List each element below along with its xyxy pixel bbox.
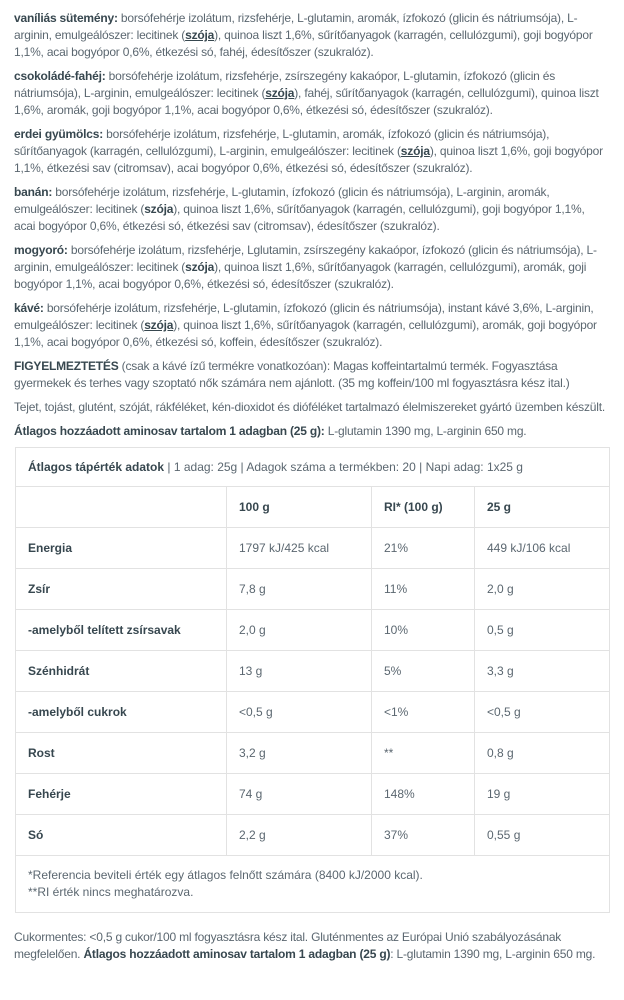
amino-acid-content-line (14, 423, 608, 440)
ri-undefined-footnote: **RI érték nincs meghatározva. (28, 885, 194, 899)
row-label: Fehérje (16, 774, 227, 815)
ingredient-text: ), quinoa liszt 1,6%, sűrítőanyagok (karragén, cellulózgumi), aromák, goji bogyópor 1,1%, acai bogyópor 0,6%, étkezési só, koffein, édesítőszer (szukralóz). (14, 318, 597, 349)
row-label: -amelyből cukrok (16, 692, 227, 733)
value-25g: 0,55 g (475, 815, 610, 856)
table-row-salt (16, 815, 610, 856)
soy-allergen: szója (400, 144, 430, 158)
row-label: -amelyből telített zsírsavak (16, 610, 227, 651)
ingredient-text: ), fahéj, sűrítőanyagok (karragén, cellulózgumi), quinoa liszt 1,6%, aromák, goji bogyópor 1,1%, acai bogyópor 0,6%, étkezési só, édesítőszer (szukralóz). (14, 86, 599, 117)
nutrition-table-title-row (16, 448, 610, 487)
soy-allergen: szója (144, 202, 174, 216)
value-ri: 21% (372, 528, 475, 569)
allergen-factory-note: Tejet, tojást, glutént, szóját, rákféléket, kén-dioxidot és dióféléket tartalmazó élelmiszereket gyártó üzemben készült. (14, 400, 605, 414)
ingredient-paragraph-banana (14, 184, 608, 235)
table-row-protein (16, 774, 610, 815)
table-row-fiber (16, 733, 610, 774)
ingredient-paragraph-coffee (14, 300, 608, 351)
soy-allergen: szója (144, 318, 174, 332)
row-label: Zsír (16, 569, 227, 610)
ingredient-paragraph-chocolate-cinnamon (14, 68, 608, 119)
ingredient-paragraph-hazelnut (14, 242, 608, 293)
warning-text: (csak a kávé ízű termékre vonatkozóan): Magas koffeintartalmú termék. Fogyasztása gyermekek és terhes vagy szoptató nők számára nem ajánlott. (35 mg koffein/100 ml fogyasztásra kész ital.) (14, 359, 570, 390)
value-ri: 5% (372, 651, 475, 692)
column-header-100g: 100 g (227, 487, 372, 528)
value-25g: 449 kJ/106 kcal (475, 528, 610, 569)
value-100g: 1797 kJ/425 kcal (227, 528, 372, 569)
sugar-free-footer-note (14, 929, 606, 963)
ingredient-text: borsófehérje izolátum, rizsfehérje, L-glutamin, aromák, ízfokozó (glicin és nátriumsója), L-arginin, emulgeálószer: lecitinek ( (14, 11, 578, 42)
value-100g: 3,2 g (227, 733, 372, 774)
value-25g: 0,8 g (475, 733, 610, 774)
column-header-25g: 25 g (475, 487, 610, 528)
table-row-sugars (16, 692, 610, 733)
value-25g: 2,0 g (475, 569, 610, 610)
row-label: Rost (16, 733, 227, 774)
ingredient-text: borsófehérje izolátum, rizsfehérje, L-glutamin, aromák, ízfokozó (glicin és nátriumsója), sűrítőanyagok (karragén, cellulózgumi), L-arginin, emulgeálószer: lecitinek ( (14, 127, 550, 158)
column-header-ri: RI* (100 g) (372, 487, 475, 528)
soy-allergen: szója (265, 86, 295, 100)
ingredient-text: borsófehérje izolátum, rizsfehérje, Lglutamin, zsírszegény kakaópor, ízfokozó (glicin és nátriumsója), L-arginin, emulgeálószer: lecitinek ( (14, 243, 597, 274)
amino-values: L-glutamin 1390 mg, L-arginin 650 mg. (324, 424, 527, 438)
table-footnotes-row (16, 856, 610, 913)
ingredient-text: ), quinoa liszt 1,6%, sűrítőanyagok (karragén, cellulózgumi), goji bogyópor 1,1%, acai bogyópor 0,6%, étkezési só, étkezési sav (citromsav), édesítőszer (szukralóz). (14, 202, 585, 233)
nutrition-table-header-row (16, 487, 610, 528)
row-label: Szénhidrát (16, 651, 227, 692)
row-label: Energia (16, 528, 227, 569)
value-100g: 74 g (227, 774, 372, 815)
ingredient-text: ), quinoa liszt 1,6%, goji bogyópor 1,1%, étkezési sav (citromsav), acai bogyópor 0,6%, étkezési só, édesítőszer (szukralóz). (14, 144, 603, 175)
nutrition-table-title: Átlagos tápérték adatok (28, 460, 165, 474)
flavor-name: mogyoró: (14, 243, 68, 257)
table-footnotes-cell (16, 856, 610, 913)
footer-amino-values: : L-glutamin 1390 mg, L-arginin 650 mg. (390, 947, 596, 961)
value-ri: 37% (372, 815, 475, 856)
ingredient-text: borsófehérje izolátum, rizsfehérje, zsírszegény kakaópor, L-glutamin, ízfokozó (glicin és nátriumsója), L-arginin, emulgeálószer: lecitinek ( (14, 69, 556, 100)
empty-header-cell (16, 487, 227, 528)
table-row-saturated-fat (16, 610, 610, 651)
amino-label: Átlagos hozzáadott aminosav tartalom 1 adagban (25 g): (14, 424, 325, 438)
flavor-name: erdei gyümölcs: (14, 127, 104, 141)
ingredient-text: ), quinoa liszt 1,6%, sűrítőanyagok (karragén, cellulózgumi), aromák, goji bogyópor 1,1%, acai bogyópor 0,6%, étkezési só, édesítőszer (szukralóz). (14, 260, 587, 291)
ingredient-text: ), quinoa liszt 1,6%, sűrítőanyagok (karragén, cellulózgumi), goji bogyópor 1,1%, acai bogyópor 0,6%, étkezési só, fahéj, édesítőszer (szukralóz). (14, 28, 593, 59)
ingredient-paragraph-vanilla-cookie (14, 10, 608, 61)
value-25g: 3,3 g (475, 651, 610, 692)
value-ri: 148% (372, 774, 475, 815)
value-ri: 10% (372, 610, 475, 651)
caffeine-warning (14, 358, 608, 392)
soy-allergen: szója (185, 28, 215, 42)
value-25g: 0,5 g (475, 610, 610, 651)
footer-text: Cukormentes: <0,5 g cukor/100 ml fogyasztásra kész ital. Gluténmentes az Európai Unió szabályozásának megfelelően. (14, 930, 562, 961)
ingredient-paragraph-forest-fruit (14, 126, 608, 177)
flavor-name: vaníliás sütemény: (14, 11, 118, 25)
value-100g: 7,8 g (227, 569, 372, 610)
footer-amino-label: Átlagos hozzáadott aminosav tartalom 1 adagban (25 g) (83, 947, 391, 961)
flavor-name: kávé: (14, 301, 44, 315)
value-ri: ** (372, 733, 475, 774)
flavor-name: csokoládé-fahéj: (14, 69, 106, 83)
ingredient-text: borsófehérje izolátum, rizsfehérje, L-glutamin, ízfokozó (glicin és nátriumsója), L-arginin, aromák, emulgeálószer: lecitinek ( (14, 185, 550, 216)
table-row-energy (16, 528, 610, 569)
value-100g: 2,2 g (227, 815, 372, 856)
flavor-name: banán: (14, 185, 53, 199)
nutrition-table (15, 447, 610, 913)
nutrition-table-serving-info: | 1 adag: 25g | Adagok száma a termékben: 20 | Napi adag: 1x25 g (164, 460, 523, 474)
warning-label: FIGYELMEZTETÉS (14, 359, 119, 373)
soy-allergen: szója (185, 260, 215, 274)
value-100g: 13 g (227, 651, 372, 692)
value-25g: <0,5 g (475, 692, 610, 733)
table-row-fat (16, 569, 610, 610)
row-label: Só (16, 815, 227, 856)
value-25g: 19 g (475, 774, 610, 815)
nutrition-table-title-cell (16, 448, 610, 487)
value-ri: 11% (372, 569, 475, 610)
table-row-carbohydrate (16, 651, 610, 692)
ingredient-text: borsófehérje izolátum, rizsfehérje, L-glutamin, ízfokozó (glicin és nátriumsója), instant kávé 3,6%, L-arginin, emulgeálószer: lecitinek ( (14, 301, 594, 332)
reference-intake-footnote: *Referencia beviteli érték egy átlagos felnőtt számára (8400 kJ/2000 kcal). (28, 868, 423, 882)
value-ri: <1% (372, 692, 475, 733)
value-100g: <0,5 g (227, 692, 372, 733)
value-100g: 2,0 g (227, 610, 372, 651)
